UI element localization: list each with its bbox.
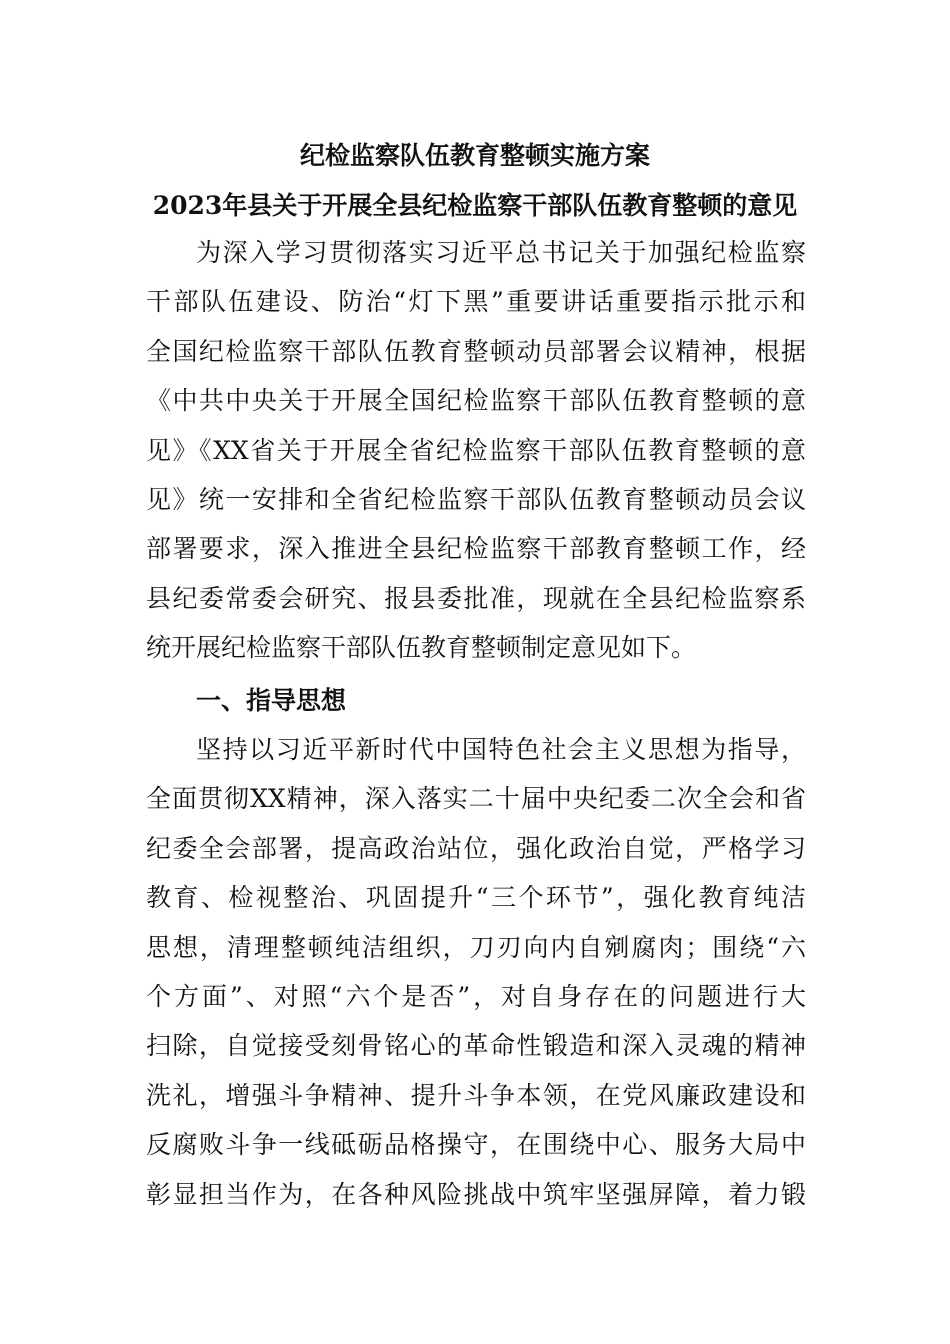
guiding-ideology-paragraph: [146, 725, 806, 1219]
paragraph-line: 见》统一安排和全省纪检监察干部队伍教育整顿动员会议: [146, 484, 806, 514]
paragraph-line: 干部队伍建设、防治“灯下黑”重要讲话重要指示批示和: [146, 287, 806, 317]
intro-paragraph: [146, 228, 806, 673]
paragraph-line: 个方面”、对照“六个是否”，对自身存在的问题进行大: [146, 981, 806, 1011]
paragraph-line: 《中共中央关于开展全国纪检监察干部队伍教育整顿的意: [146, 386, 806, 416]
document-subtitle: 2023年县关于开展全县纪检监察干部队伍教育整顿的意见: [152, 191, 798, 220]
paragraph-line: 部署要求，深入推进全县纪检监察干部教育整顿工作，经: [146, 534, 806, 564]
paragraph-line: 见》《XX省关于开展全省纪检监察干部队伍教育整顿的意: [146, 435, 806, 465]
section-heading: 一、指导思想: [196, 686, 347, 715]
paragraph-line: 纪委全会部署，提高政治站位，强化政治自觉，严格学习: [146, 833, 806, 863]
paragraph-line: 全国纪检监察干部队伍教育整顿动员部署会议精神，根据: [146, 336, 806, 366]
paragraph-line: 反腐败斗争一线砥砺品格操守，在围绕中心、服务大局中: [146, 1130, 806, 1160]
paragraph-line: 教育、检视整治、巩固提升“三个环节”，强化教育纯洁: [146, 883, 806, 913]
paragraph-line: 彰显担当作为，在各种风险挑战中筑牢坚强屏障，着力锻: [146, 1179, 806, 1209]
paragraph-line: 洗礼，增强斗争精神、提升斗争本领，在党风廉政建设和: [146, 1080, 806, 1110]
paragraph-line: 为深入学习贯彻落实习近平总书记关于加强纪检监察: [196, 238, 806, 267]
paragraph-line: 统开展纪检监察干部队伍教育整顿制定意见如下。: [146, 633, 697, 663]
paragraph-line: 扫除，自觉接受刻骨铭心的革命性锻造和深入灵魂的精神: [146, 1031, 806, 1061]
paragraph-line: 坚持以习近平新时代中国特色社会主义思想为指导，: [196, 735, 806, 764]
paragraph-line: 县纪委常委会研究、报县委批准，现就在全县纪检监察系: [146, 583, 806, 613]
document-title: 纪检监察队伍教育整顿实施方案: [299, 141, 650, 170]
paragraph-line: 思想，清理整顿纯洁组织，刀刃向内自剜腐肉；围绕“六: [146, 932, 806, 962]
paragraph-line: 全面贯彻XX精神，深入落实二十届中央纪委二次全会和省: [146, 784, 806, 814]
